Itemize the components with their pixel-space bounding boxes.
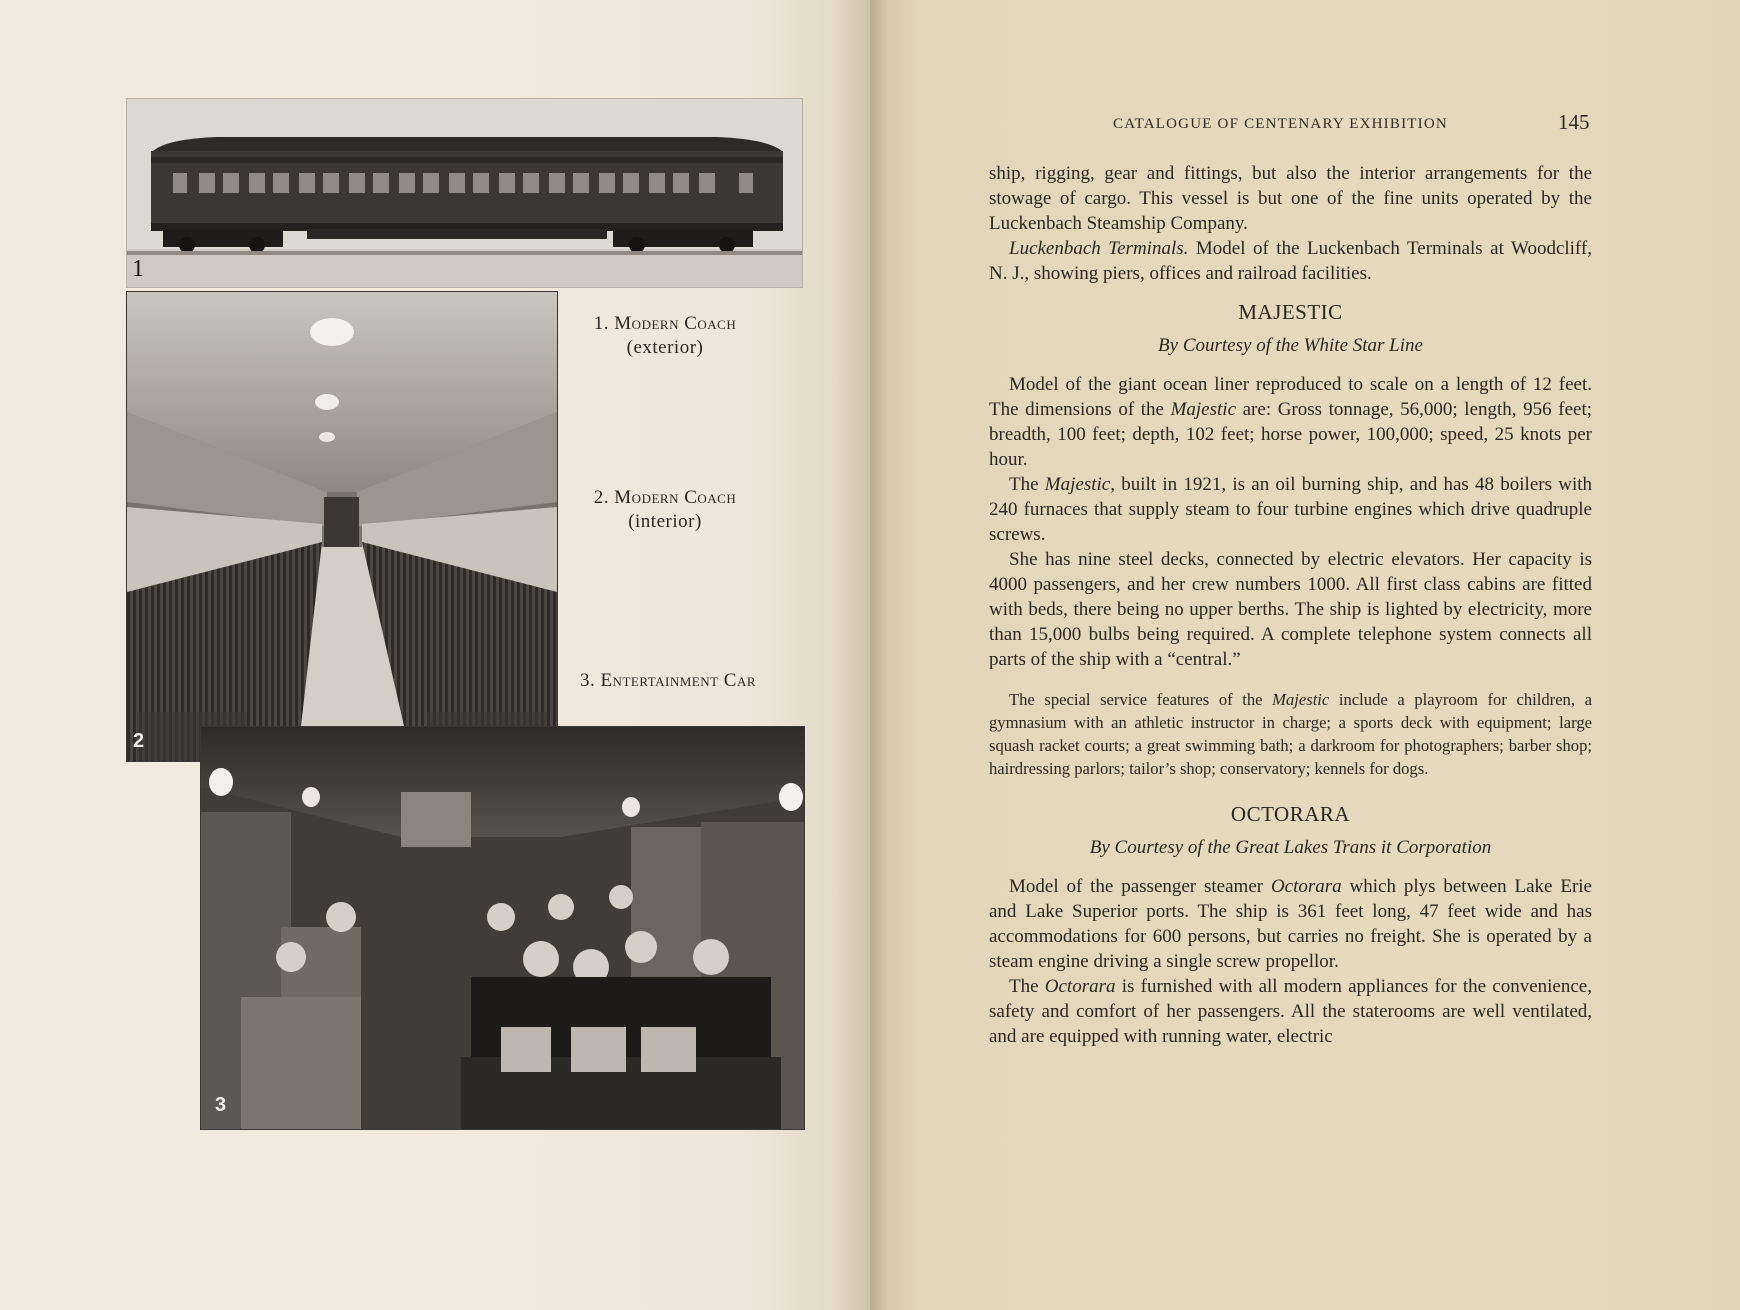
text-run: include a playroom for children, a gymnasium with an athletic instructor in charge; a sports deck with equipment; large squash racket courts; a great swimming bath; a darkroom for photographers; barber shop; hairdressing parlors; tailor’s shop; conservatory; kennels for dogs. xyxy=(989,690,1592,778)
running-head: CATALOGUE OF CENTENARY EXHIBITION xyxy=(1113,116,1448,132)
section-heading-octorara: OCTORARA xyxy=(1230,802,1351,826)
text-run: The xyxy=(1009,976,1045,997)
caption-1-sub: (exterior) xyxy=(626,337,704,358)
paragraph-majestic-features xyxy=(989,688,1592,780)
caption-1-number: 1. xyxy=(593,313,615,334)
paragraph-continuation: ship, rigging, gear and fittings, but also the interior arrangements for the stowage of cargo. This vessel is but one of the fine units operated by the Luckenbach Steamship Company. xyxy=(989,163,1592,234)
paragraph-octorara-2 xyxy=(989,974,1592,1049)
figure-number-3: 3 xyxy=(215,1094,227,1116)
paragraph-majestic-2 xyxy=(989,472,1592,547)
photo-entertainment-car xyxy=(200,726,805,1130)
text-run: are: Gross tonnage, 56,000; length, 956 feet; breadth, 100 feet; depth, 102 feet; horse power, 100,000; speed, 25 knots per hour. xyxy=(989,399,1592,470)
caption-figure-1 xyxy=(575,312,755,360)
ship-name: Majestic xyxy=(1272,690,1330,709)
photo-coach-interior xyxy=(126,291,558,762)
photo-coach-exterior xyxy=(126,98,803,288)
text-run: Model of the passenger steamer xyxy=(1009,876,1271,897)
courtesy-line-octorara: By Courtesy of the Great Lakes Trans it Corporation xyxy=(1089,837,1492,858)
text-run: Model of the giant ocean liner reproduced to scale on a length of 12 feet. The dimensions of the xyxy=(989,374,1592,420)
right-page xyxy=(870,0,1740,1310)
text-run: The special service features of the xyxy=(1009,690,1273,709)
caption-3-title: Entertainment Car xyxy=(600,670,757,691)
page-number: 145 xyxy=(1558,110,1590,134)
run-in-heading: Luckenbach Terminals. xyxy=(1009,238,1189,259)
ship-name: Octorara xyxy=(1044,976,1116,997)
section-heading-majestic: MAJESTIC xyxy=(1238,300,1343,324)
paragraph-majestic-3: She has nine steel decks, connected by electric elevators. Her capacity is 4000 passengers, and her crew numbers 1000. All first class cabins are fitted with beds, there being no upper berths. The ship is lighted by electricity, more than 15,000 bulbs being required. A complete telephone system connects all parts of the ship with a “central.” xyxy=(989,549,1592,670)
paragraph-octorara-1 xyxy=(989,874,1592,974)
ship-name: Octorara xyxy=(1270,876,1342,897)
caption-figure-2 xyxy=(575,486,755,534)
body-text xyxy=(989,161,1592,1049)
caption-2-sub: (interior) xyxy=(628,511,702,532)
courtesy-line-majestic: By Courtesy of the White Star Line xyxy=(1158,335,1423,356)
text-run: is furnished with all modern appliances for the convenience, safety and comfort of her passengers. All the staterooms are well ventilated, and are equipped with running water, electric xyxy=(989,976,1592,1047)
text-run: The xyxy=(1009,474,1045,495)
caption-1-title: Modern Coach xyxy=(614,313,737,334)
ship-name: Majestic, xyxy=(1044,474,1115,495)
figure-number-2: 2 xyxy=(133,730,145,752)
caption-figure-3 xyxy=(568,669,768,693)
caption-2-number: 2. xyxy=(593,487,615,508)
paragraph-majestic-1 xyxy=(989,372,1592,472)
text-run: built in 1921, is an oil burning ship, and has 48 boilers with 240 furnaces that supply steam to four turbine engines which drive quadruple screws. xyxy=(989,474,1592,545)
paragraph-luckenbach-terminals xyxy=(989,236,1592,286)
ship-name: Majestic xyxy=(1170,399,1237,420)
caption-3-number: 3. xyxy=(579,670,601,691)
caption-2-title: Modern Coach xyxy=(614,487,737,508)
text-run: which plys between Lake Erie and Lake Superior ports. The ship is 361 feet long, 47 feet wide and has accommodations for 600 persons, but carries no freight. She is operated by a steam engine driving a single screw propellor. xyxy=(989,876,1592,972)
figure-number-1: 1 xyxy=(132,256,144,282)
paragraph-text: Model of the Luckenbach Terminals at Woodcliff, N. J., showing piers, offices and railroad facilities. xyxy=(989,238,1592,284)
